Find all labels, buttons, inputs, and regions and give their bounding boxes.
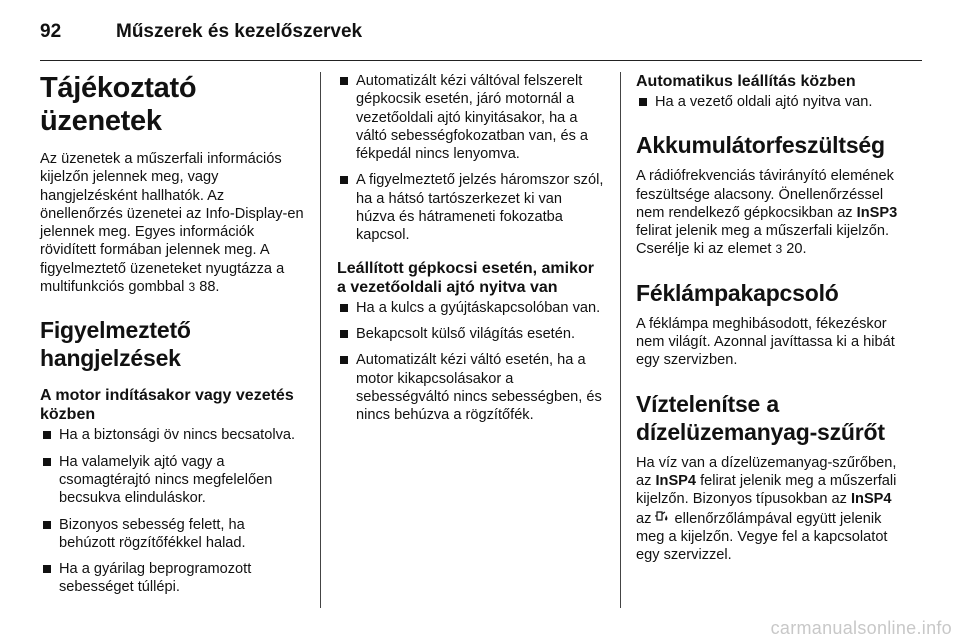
subheading-autostop: Automatikus leállítás közben xyxy=(636,73,856,90)
intro-text: Az üzenetek a műszerfali információs kijelzőn jelennek meg, vagy hangjelzésként hallhatók. Az önellenőrzés üzenetei az Info-Display-en jelennek meg. Egyes információk rövidített formában jelennek meg. A figyelmeztető üzeneteket nyugtázza a multifunkciós gombbal xyxy=(40,151,304,296)
list-item: Ha a kulcs a gyújtáskapcsolóban van. xyxy=(337,299,605,317)
page-number: 92 xyxy=(40,21,62,42)
list-item: Automatizált kézi váltóval felszerelt gépkocsik esetén, járó motornál a vezetőoldali ajtó kinyitásakor, ha a váltó sebességfokozatban van, és a fékpedál nincs lenyomva. xyxy=(337,72,605,163)
battery-text-b: felirat jelenik meg a műszerfali kijelzőn. Cserélje ki az elemet xyxy=(636,223,890,258)
page-header xyxy=(40,17,920,47)
list-item: Ha a gyárilag beprogramozott sebességet túllépi. xyxy=(40,560,304,597)
battery-text-a: A rádiófrekvenciás távirányító elemének feszültsége alacsony. Önellenőrzéssel nem rendelkező gépkocsikban az xyxy=(636,168,894,221)
diesel-text-d: ellenőrzőlámpával együtt jelenik meg a kijelzőn. Vegye fel a kapcsolatot egy szervizzel. xyxy=(636,510,888,564)
diesel-filter-paragraph xyxy=(636,454,908,565)
section-title-battery-voltage: Akkumulátorfeszültség xyxy=(636,132,885,159)
code-insp4: InSP4 xyxy=(655,472,697,489)
chapter-title: Műszerek és kezelőszervek xyxy=(116,21,363,42)
bullet-list-autostop xyxy=(636,93,908,111)
list-item: Ha a vezető oldali ajtó nyitva van. xyxy=(636,93,908,111)
list-item: Ha valamelyik ajtó vagy a csomagtérajtó nincs megfelelően becsukva elinduláskor. xyxy=(40,453,304,508)
page-ref-arrow-icon: 3 xyxy=(775,242,783,257)
battery-ref-page[interactable]: 20. xyxy=(786,241,807,258)
column-1 xyxy=(40,72,304,605)
section-title-info-messages: Tájékoztató üzenetek xyxy=(40,72,197,137)
bullet-list-continued xyxy=(337,72,605,245)
brake-light-paragraph: A féklámpa meghibásodott, fékezéskor nem világít. Azonnal javíttassa ki a hibát egy szervizben. xyxy=(636,315,895,369)
list-item: Bizonyos sebesség felett, ha behúzott rögzítőfékkel halad. xyxy=(40,516,304,553)
list-item: Automatizált kézi váltó esetén, ha a motor kikapcsolásakor a sebességváltó nincs sebességben, és nincs behúzva a rögzítőfék. xyxy=(337,351,605,424)
code-insp3: InSP3 xyxy=(856,204,898,221)
list-item: Bekapcsolt külső világítás esetén. xyxy=(337,325,605,343)
subheading-parked-door-open: Leállított gépkocsi esetén, amikor a vezetőoldali ajtó nyitva van xyxy=(337,259,594,296)
diesel-text-b: felirat jelenik meg a műszerfali kijelzőn. Bizonyos típusokban az xyxy=(636,472,897,508)
subheading-engine-start: A motor indításakor vagy vezetés közben xyxy=(40,387,294,424)
diesel-text-a: Ha víz van a dízelüzemanyag-szűrőben, az xyxy=(636,454,897,489)
fuel-filter-water-icon xyxy=(655,509,670,527)
column-divider-2 xyxy=(620,72,621,608)
intro-paragraph xyxy=(40,150,304,296)
code-insp4: InSP4 xyxy=(850,491,892,508)
section-title-brake-light-switch: Féklámpakapcsoló xyxy=(636,279,839,306)
watermark: carmanualsonline.info xyxy=(770,618,952,638)
list-item: A figyelmeztető jelzés háromszor szól, ha a hátsó tartószerkezet ki van húzva és hátrameneti fokozatba kapcsol. xyxy=(337,171,605,244)
column-2 xyxy=(337,72,605,432)
section-title-warning-chimes: Figyelmeztető hangjelzések xyxy=(40,317,191,372)
header-rule xyxy=(40,60,922,61)
column-divider-1 xyxy=(320,72,321,608)
section-title-diesel-filter: Víztelenítse a dízelüzemanyag-szűrőt xyxy=(636,390,885,445)
battery-paragraph xyxy=(636,167,908,258)
intro-ref-page[interactable]: 88. xyxy=(199,279,220,296)
column-3 xyxy=(636,72,908,564)
page-ref-arrow-icon: 3 xyxy=(188,280,196,295)
bullet-list-engine-start xyxy=(40,426,304,596)
list-item: Ha a biztonsági öv nincs becsatolva. xyxy=(40,426,304,444)
bullet-list-parked xyxy=(337,299,605,425)
diesel-text-c: az xyxy=(636,510,652,527)
